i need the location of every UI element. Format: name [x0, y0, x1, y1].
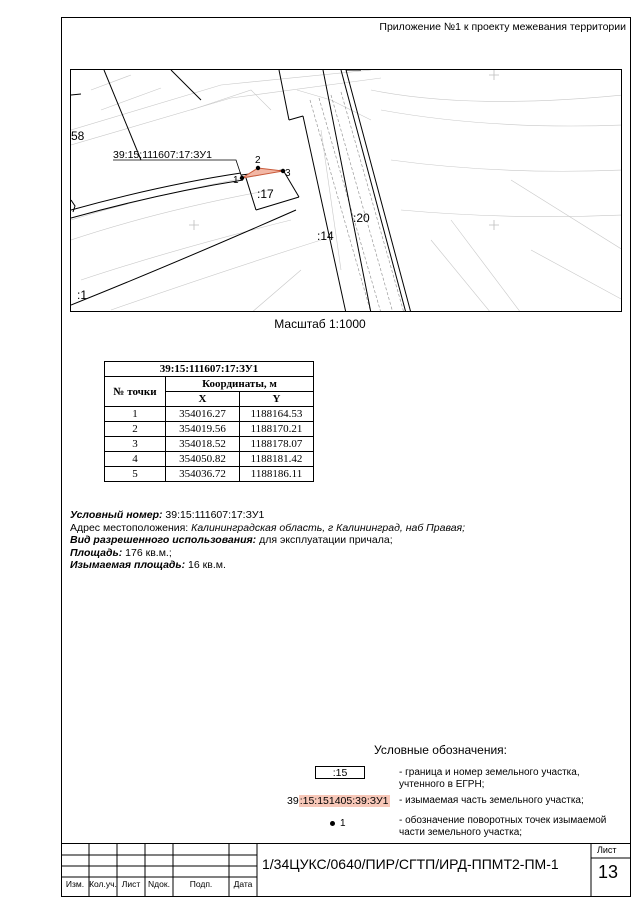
cell-x: 354016.27	[166, 407, 240, 422]
label-17: :17	[257, 187, 274, 201]
legend-item-points: - обозначение поворотных точек изымаемой части земельного участка;	[399, 815, 607, 838]
label-20: :20	[353, 211, 370, 225]
cadastral-map	[70, 69, 622, 312]
point-dot-icon	[330, 821, 335, 826]
parcel-info	[70, 509, 465, 572]
document-code: 1/34ЦУКС/0640/ПИР/СГТП/ИРД-ППМТ2-ПМ-1	[262, 856, 559, 872]
col-x-header: X	[166, 392, 240, 407]
info-permitted-use: Вид разрешенного использования: для эксплуатации причала;	[70, 534, 393, 546]
cell-x: 354036.72	[166, 467, 240, 482]
cell-x: 354050.82	[166, 452, 240, 467]
table-row	[105, 422, 314, 437]
table-row	[105, 437, 314, 452]
label-point-1: 1	[233, 175, 239, 186]
coordinates-table	[104, 361, 314, 482]
seized-area	[242, 168, 283, 178]
table-row	[105, 452, 314, 467]
table-title: 39:15:111607:17:ЗУ1	[105, 362, 314, 377]
label-14: :14	[317, 229, 334, 243]
col-coords-header: Координаты, м	[166, 377, 314, 392]
legend-point-sample: 1	[330, 818, 346, 829]
legend-title: Условные обозначения:	[374, 743, 507, 757]
cell-point: 4	[105, 452, 166, 467]
sheet-number: 13	[597, 862, 619, 882]
point-1-marker	[240, 176, 244, 180]
title-col-list: Лист	[121, 879, 141, 889]
cell-point: 5	[105, 467, 166, 482]
label-point-2: 2	[255, 155, 261, 166]
col-point-header: № точки	[105, 377, 166, 407]
info-seized-area: Изымаемая площадь: 16 кв.м.	[70, 559, 226, 571]
legend-parcel-box: :15	[315, 766, 365, 779]
title-col-podp: Подп.	[189, 879, 213, 889]
cell-point: 2	[105, 422, 166, 437]
cell-point: 1	[105, 407, 166, 422]
label-point-3: 3	[285, 168, 291, 179]
sheet-label: Лист	[597, 845, 617, 855]
title-col-kol: Кол.уч.	[89, 879, 117, 889]
cell-y: 1188170.21	[240, 422, 314, 437]
table-row	[105, 407, 314, 422]
cell-y: 1188186.11	[240, 467, 314, 482]
point-2-marker	[256, 166, 260, 170]
legend-item-parcel: - граница и номер земельного участка, учтенного в ЕГРН;	[399, 767, 580, 790]
legend-item-seized: - изымаемая часть земельного участка;	[399, 795, 584, 806]
title-col-ndok: Nдок.	[148, 879, 170, 889]
label-cadastral-number: 39:15:111607:17:ЗУ1	[113, 149, 212, 161]
cell-point: 3	[105, 437, 166, 452]
map-scale: Масштаб 1:1000	[274, 317, 366, 331]
cad-leader-line	[113, 160, 242, 178]
cell-y: 1188181.42	[240, 452, 314, 467]
appendix-header: Приложение №1 к проекту межевания территории	[379, 21, 626, 33]
map-grid-crosses	[189, 70, 499, 230]
cell-x: 354018.52	[166, 437, 240, 452]
title-col-data: Дата	[233, 879, 253, 889]
cell-x: 354019.56	[166, 422, 240, 437]
label-58: 58	[71, 129, 85, 143]
cell-y: 1188164.53	[240, 407, 314, 422]
table-row	[105, 467, 314, 482]
info-address: Адрес местоположения: Калининградская область, г Калининград, наб Правая;	[70, 521, 466, 534]
map-drawing	[71, 70, 622, 312]
col-y-header: Y	[240, 392, 314, 407]
info-area: Площадь: 176 кв.м.;	[70, 546, 172, 559]
legend-seized-sample: 39:15:151405:39:ЗУ1	[287, 795, 389, 807]
title-col-izm: Изм.	[65, 879, 85, 889]
map-rail-lines	[310, 92, 404, 312]
cell-y: 1188178.07	[240, 437, 314, 452]
info-conditional-number: Условный номер: 39:15:111607:17:ЗУ1	[70, 509, 265, 521]
label-1: :1	[77, 288, 88, 302]
